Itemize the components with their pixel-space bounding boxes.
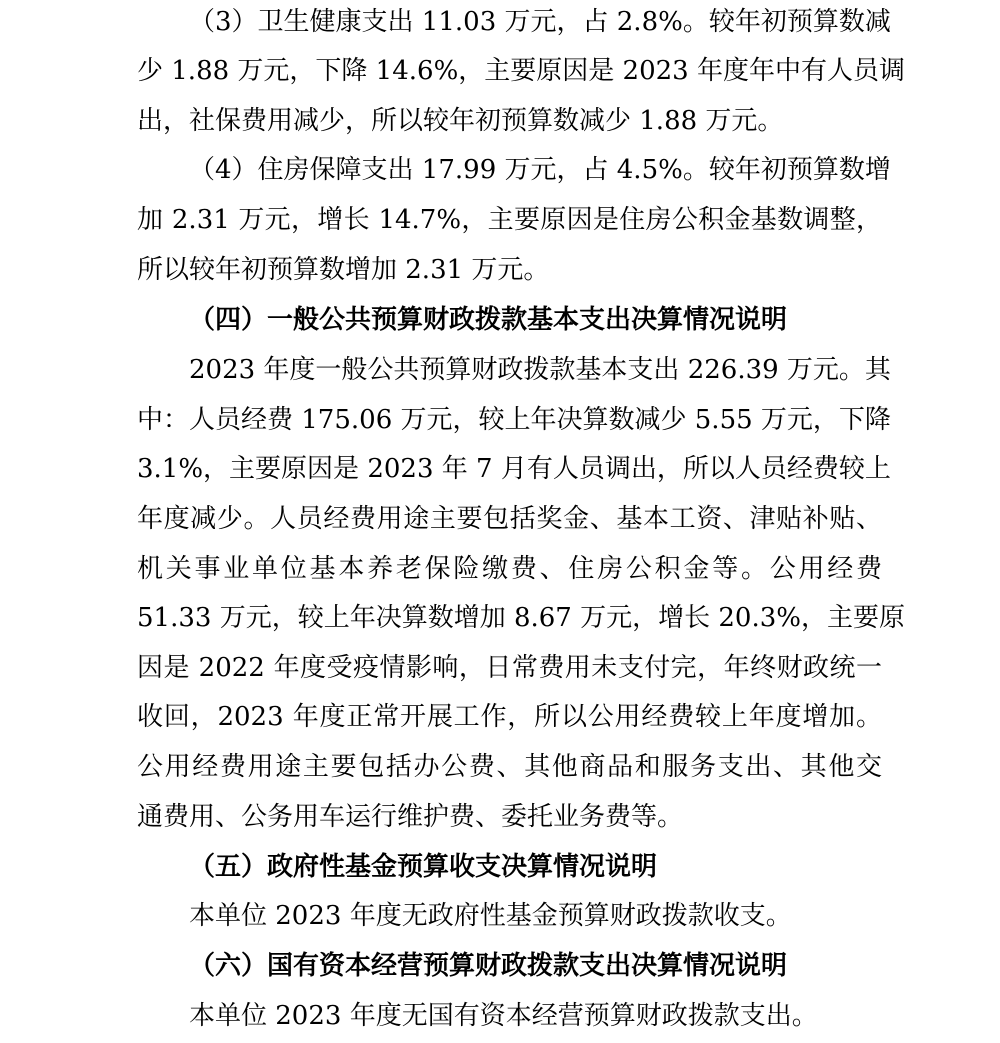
section-heading: （六）国有资本经营预算财政拨款支出决算情况说明 — [189, 951, 788, 981]
paragraph-line: 加 2.31 万元，增长 14.7%，主要原因是住房公积金基数调整， — [137, 205, 882, 235]
paragraph-line: 本单位 2023 年度无政府性基金预算财政拨款收支。 — [189, 901, 792, 931]
paragraph-line: 中：人员经费 175.06 万元，较上年决算数减少 5.55 万元，下降 — [137, 405, 891, 435]
section-heading: （四）一般公共预算财政拨款基本支出决算情况说明 — [189, 305, 788, 335]
paragraph-line: 2023 年度一般公共预算财政拨款基本支出 226.39 万元。其 — [189, 355, 891, 385]
paragraph-line: 本单位 2023 年度无国有资本经营预算财政拨款支出。 — [189, 1001, 818, 1031]
paragraph-line: （4）住房保障支出 17.99 万元，占 4.5%。较年初预算数增 — [189, 155, 891, 185]
paragraph-line: （3）卫生健康支出 11.03 万元，占 2.8%。较年初预算数减 — [189, 7, 891, 37]
paragraph-line: 通费用、公务用车运行维护费、委托业务费等。 — [137, 802, 684, 832]
section-heading: （五）政府性基金预算收支决算情况说明 — [189, 852, 658, 882]
paragraph-line: 少 1.88 万元，下降 14.6%，主要原因是 2023 年度年中有人员调 — [137, 56, 905, 86]
paragraph-line: 51.33 万元，较上年决算数增加 8.67 万元，增长 20.3%，主要原 — [137, 603, 905, 633]
paragraph-line: 因是 2022 年度受疫情影响，日常费用未支付完，年终财政统一 — [137, 653, 882, 683]
paragraph-line: 年度减少。人员经费用途主要包括奖金、基本工资、津贴补贴、 — [137, 504, 882, 534]
paragraph-line: 3.1%，主要原因是 2023 年 7 月有人员调出，所以人员经费较上 — [137, 454, 891, 484]
paragraph-line: 所以较年初预算数增加 2.31 万元。 — [137, 255, 550, 285]
paragraph-line: 出，社保费用减少，所以较年初预算数减少 1.88 万元。 — [137, 106, 784, 136]
paragraph-line: 收回，2023 年度正常开展工作，所以公用经费较上年度增加。 — [137, 702, 882, 732]
paragraph-line: 公用经费用途主要包括办公费、其他商品和服务支出、其他交 — [137, 752, 882, 782]
paragraph-line: 机关事业单位基本养老保险缴费、住房公积金等。公用经费 — [137, 554, 882, 584]
